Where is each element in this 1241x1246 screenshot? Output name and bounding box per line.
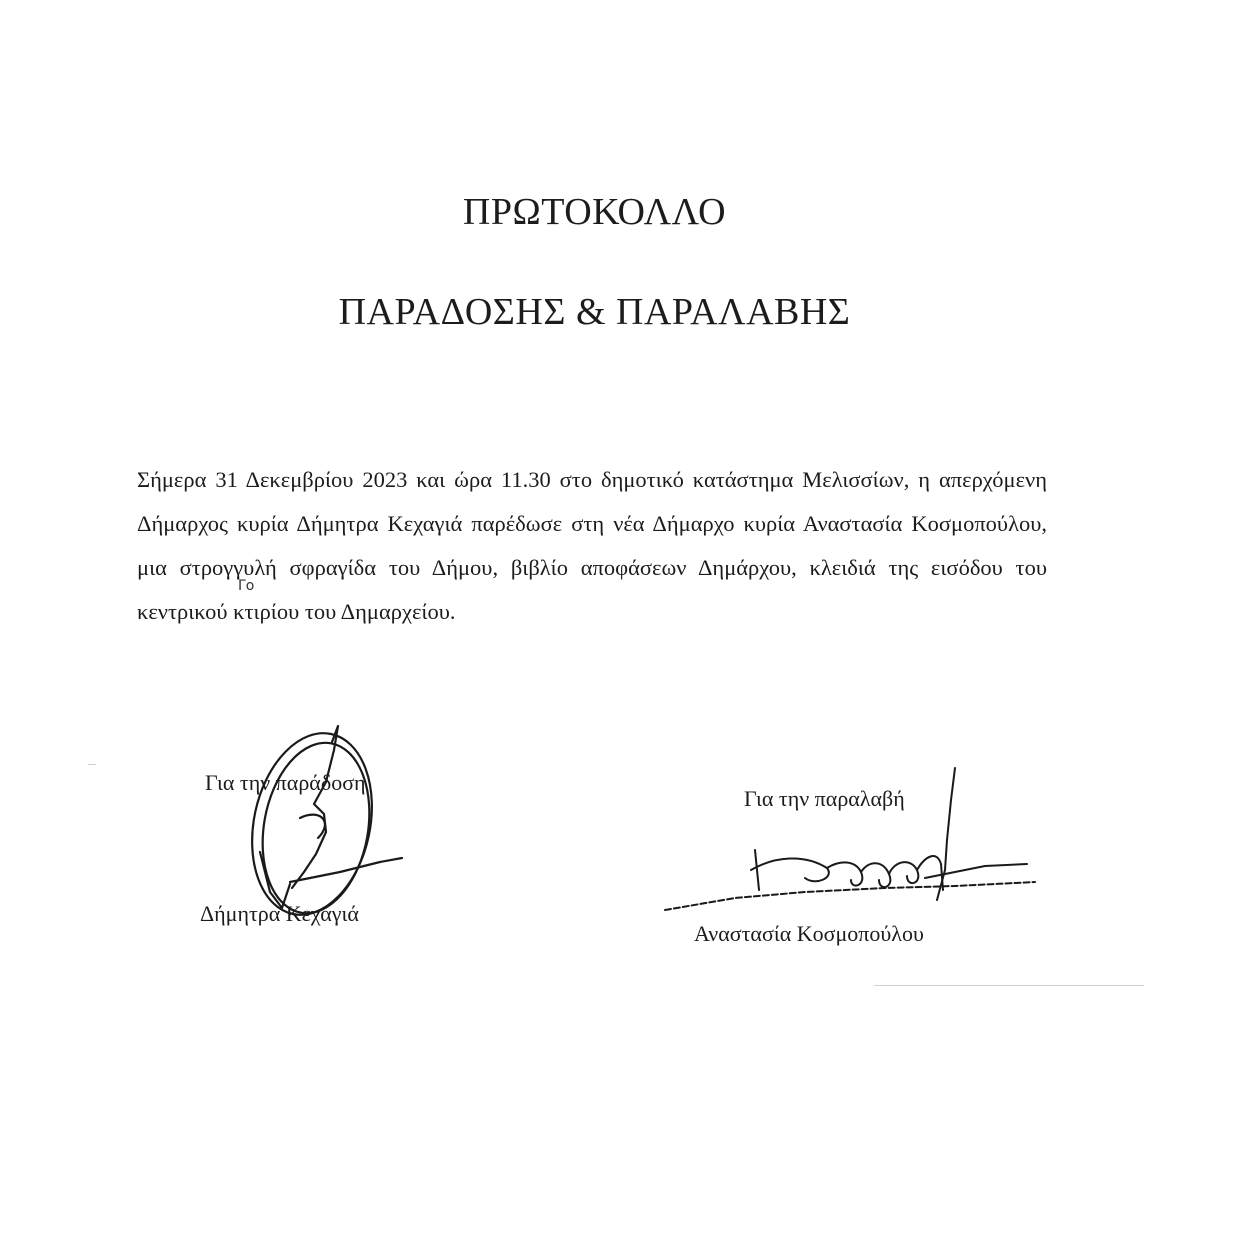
receiver-handwritten-signature: [655, 760, 1050, 920]
scan-artifact-dot: [88, 764, 96, 765]
receiver-signature-label: Για την παραλαβή: [744, 786, 905, 811]
handwritten-annotation: Γο: [238, 578, 255, 594]
document-subtitle: ΠΑΡΑΔΟΣΗΣ & ΠΑΡΑΛΑΒΗΣ: [338, 291, 851, 333]
receiver-name: Αναστασία Κοσμοπούλου: [694, 921, 924, 946]
document-title: ΠΡΩΤΟΚΟΛΛΟ: [462, 191, 727, 233]
giver-name: Δήμητρα Κεχαγιά: [200, 901, 359, 926]
giver-signature-label: Για την παράδοση: [205, 770, 366, 795]
body-paragraph: Σήμερα 31 Δεκεμβρίου 2023 και ώρα 11.30 στο δημοτικό κατάστημα Μελισσίων, η απερχόμενη Δήμαρχος κυρία Δήμητρα Κεχαγιά παρέδωσε στη νέα Δήμαρχο κυρία Αναστασία Κοσμοπούλου, μια στρογγυλή σφραγίδα του Δήμου, βιβλίο αποφάσεων Δημάρχου, κλειδιά της εισόδου του κεντρικού κτιρίου του Δημαρχείου.: [137, 467, 1047, 624]
scan-artifact-line: [874, 985, 1144, 986]
